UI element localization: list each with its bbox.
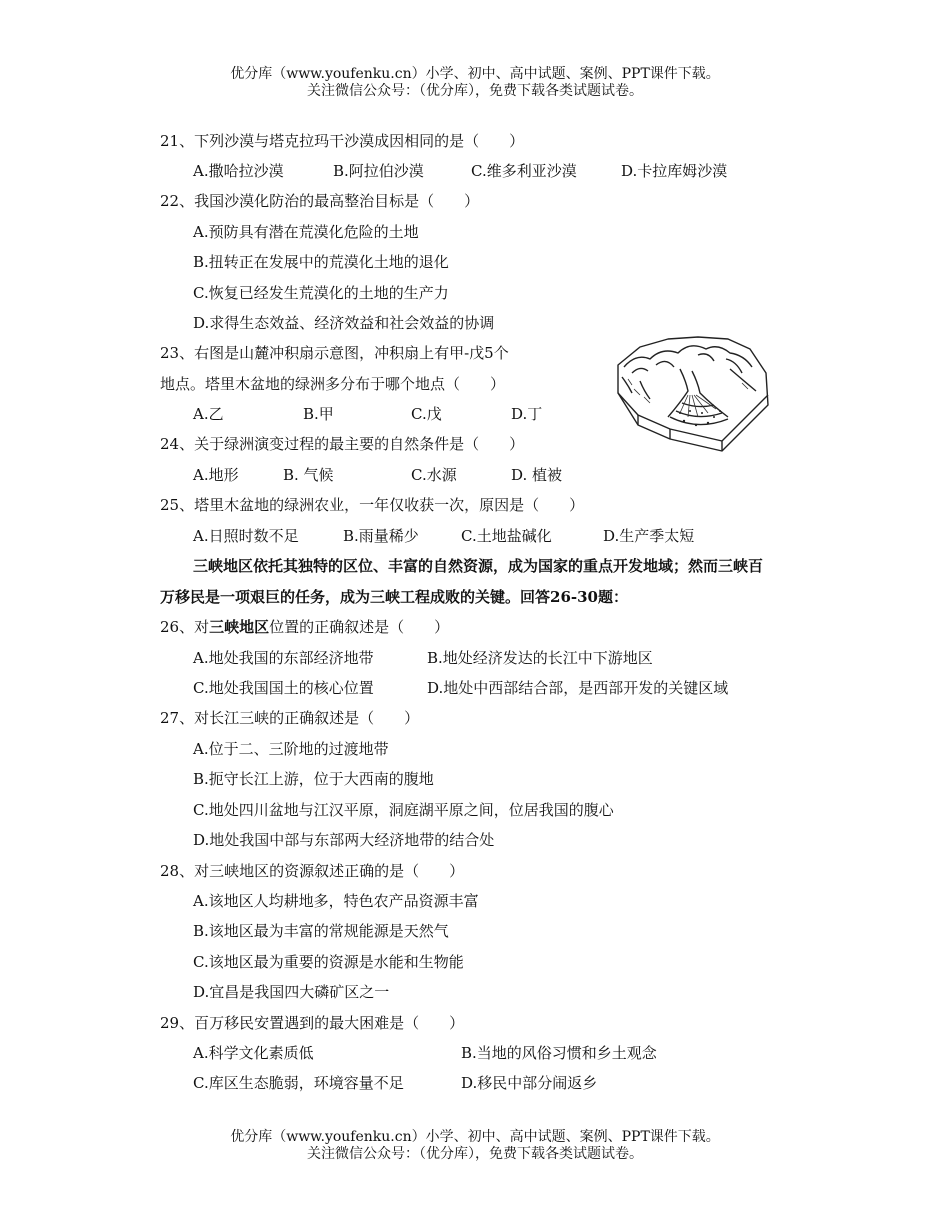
q27-stem: 27、对长江三峡的正确叙述是（ ） <box>160 709 420 727</box>
q22-option-d: D.求得生态效益、经济效益和社会效益的协调 <box>193 314 495 332</box>
q29-option-b: B.当地的风俗习惯和乡土观念 <box>461 1044 657 1062</box>
q26-stem <box>160 617 449 637</box>
q21-option-d: D.卡拉库姆沙漠 <box>621 162 728 180</box>
q29-option-d: D.移民中部分闹返乡 <box>461 1074 598 1092</box>
q23-option-c: C.戊 <box>411 405 442 423</box>
q21-option-a: A.撒哈拉沙漠 <box>193 162 284 180</box>
q25-option-d: D.生产季太短 <box>603 527 695 545</box>
q29-stem: 29、百万移民安置遇到的最大困难是（ ） <box>160 1014 465 1032</box>
passage-line-2: 万移民是一项艰巨的任务，成为三峡工程成败的关键。回答26-30题： <box>160 588 628 606</box>
q24-option-b: B. 气候 <box>283 466 334 484</box>
page-footer <box>0 1129 950 1163</box>
q22-stem: 22、我国沙漠化防治的最高整治目标是（ ） <box>160 192 480 210</box>
q23-option-b: B.甲 <box>303 405 334 423</box>
header-line-1: 优分库（www.youfenku.cn）小学、初中、高中试题、案例、PPT课件下载。 <box>230 66 720 82</box>
q24-option-a: A.地形 <box>193 466 239 484</box>
q26-option-d: D.地处中西部结合部，是西部开发的关键区域 <box>427 679 729 697</box>
q25-stem: 25、塔里木盆地的绿洲农业，一年仅收获一次，原因是（ ） <box>160 496 585 514</box>
q25-option-b: B.雨量稀少 <box>343 527 419 545</box>
q22-option-a: A.预防具有潜在荒漠化危险的土地 <box>193 223 419 241</box>
q27-option-b: B.扼守长江上游，位于大西南的腹地 <box>193 770 434 788</box>
q29-option-a: A.科学文化素质低 <box>193 1044 314 1062</box>
q26-option-c: C.地处我国国土的核心位置 <box>193 679 374 697</box>
q29-option-c: C.库区生态脆弱，环境容量不足 <box>193 1074 404 1092</box>
footer-line-1: 优分库（www.youfenku.cn）小学、初中、高中试题、案例、PPT课件下载。 <box>230 1129 720 1145</box>
q21-option-c: C.维多利亚沙漠 <box>471 162 577 180</box>
q24-stem: 24、关于绿洲演变过程的最主要的自然条件是（ ） <box>160 435 525 453</box>
q24-option-c: C.水源 <box>411 466 457 484</box>
q22-option-b: B.扭转正在发展中的荒漠化土地的退化 <box>193 253 449 271</box>
q25-option-c: C.土地盐碱化 <box>461 527 552 545</box>
q27-option-c: C.地处四川盆地与江汉平原，洞庭湖平原之间，位居我国的腹心 <box>193 801 614 819</box>
q26-option-a: A.地处我国的东部经济地带 <box>193 649 374 667</box>
q24-option-d: D. 植被 <box>511 466 563 484</box>
q23-option-a: A.乙 <box>193 405 224 423</box>
q23-option-d: D.丁 <box>511 405 543 423</box>
passage-line-1: 三峡地区依托其独特的区位、丰富的自然资源，成为国家的重点开发地域；然而三峡百 <box>193 557 764 575</box>
q21-stem: 21、下列沙漠与塔克拉玛干沙漠成因相同的是（ ） <box>160 132 525 150</box>
q21-option-b: B.阿拉伯沙漠 <box>333 162 424 180</box>
q26-stem-keyword: 三峡地区 <box>209 618 270 636</box>
q22-option-c: C.恢复已经发生荒漠化的土地的生产力 <box>193 284 449 302</box>
q26-stem-prefix: 26、对 <box>160 618 210 636</box>
alluvial-fan-diagram <box>610 333 770 458</box>
q27-option-d: D.地处我国中部与东部两大经济地带的结合处 <box>193 831 495 849</box>
q28-option-a: A.该地区人均耕地多，特色农产品资源丰富 <box>193 892 479 910</box>
q26-stem-suffix: 位置的正确叙述是（ ） <box>269 618 450 636</box>
header-line-2: 关注微信公众号：（优分库），免费下载各类试题试卷。 <box>307 83 643 99</box>
q28-option-b: B.该地区最为丰富的常规能源是天然气 <box>193 922 449 940</box>
q27-option-a: A.位于二、三阶地的过渡地带 <box>193 740 389 758</box>
q25-option-a: A.日照时数不足 <box>193 527 299 545</box>
q26-option-b: B.地处经济发达的长江中下游地区 <box>427 649 653 667</box>
q28-stem: 28、对三峡地区的资源叙述正确的是（ ） <box>160 862 465 880</box>
footer-line-2: 关注微信公众号：（优分库），免费下载各类试题试卷。 <box>307 1146 643 1162</box>
q28-option-c: C.该地区最为重要的资源是水能和生物能 <box>193 953 464 971</box>
q23-stem-line-1: 23、右图是山麓冲积扇示意图，冲积扇上有甲-戊5个 <box>160 344 509 362</box>
q28-option-d: D.宜昌是我国四大磷矿区之一 <box>193 983 390 1001</box>
page-header <box>0 66 950 100</box>
q23-stem-line-2: 地点。塔里木盆地的绿洲多分布于哪个地点（ ） <box>160 375 506 393</box>
